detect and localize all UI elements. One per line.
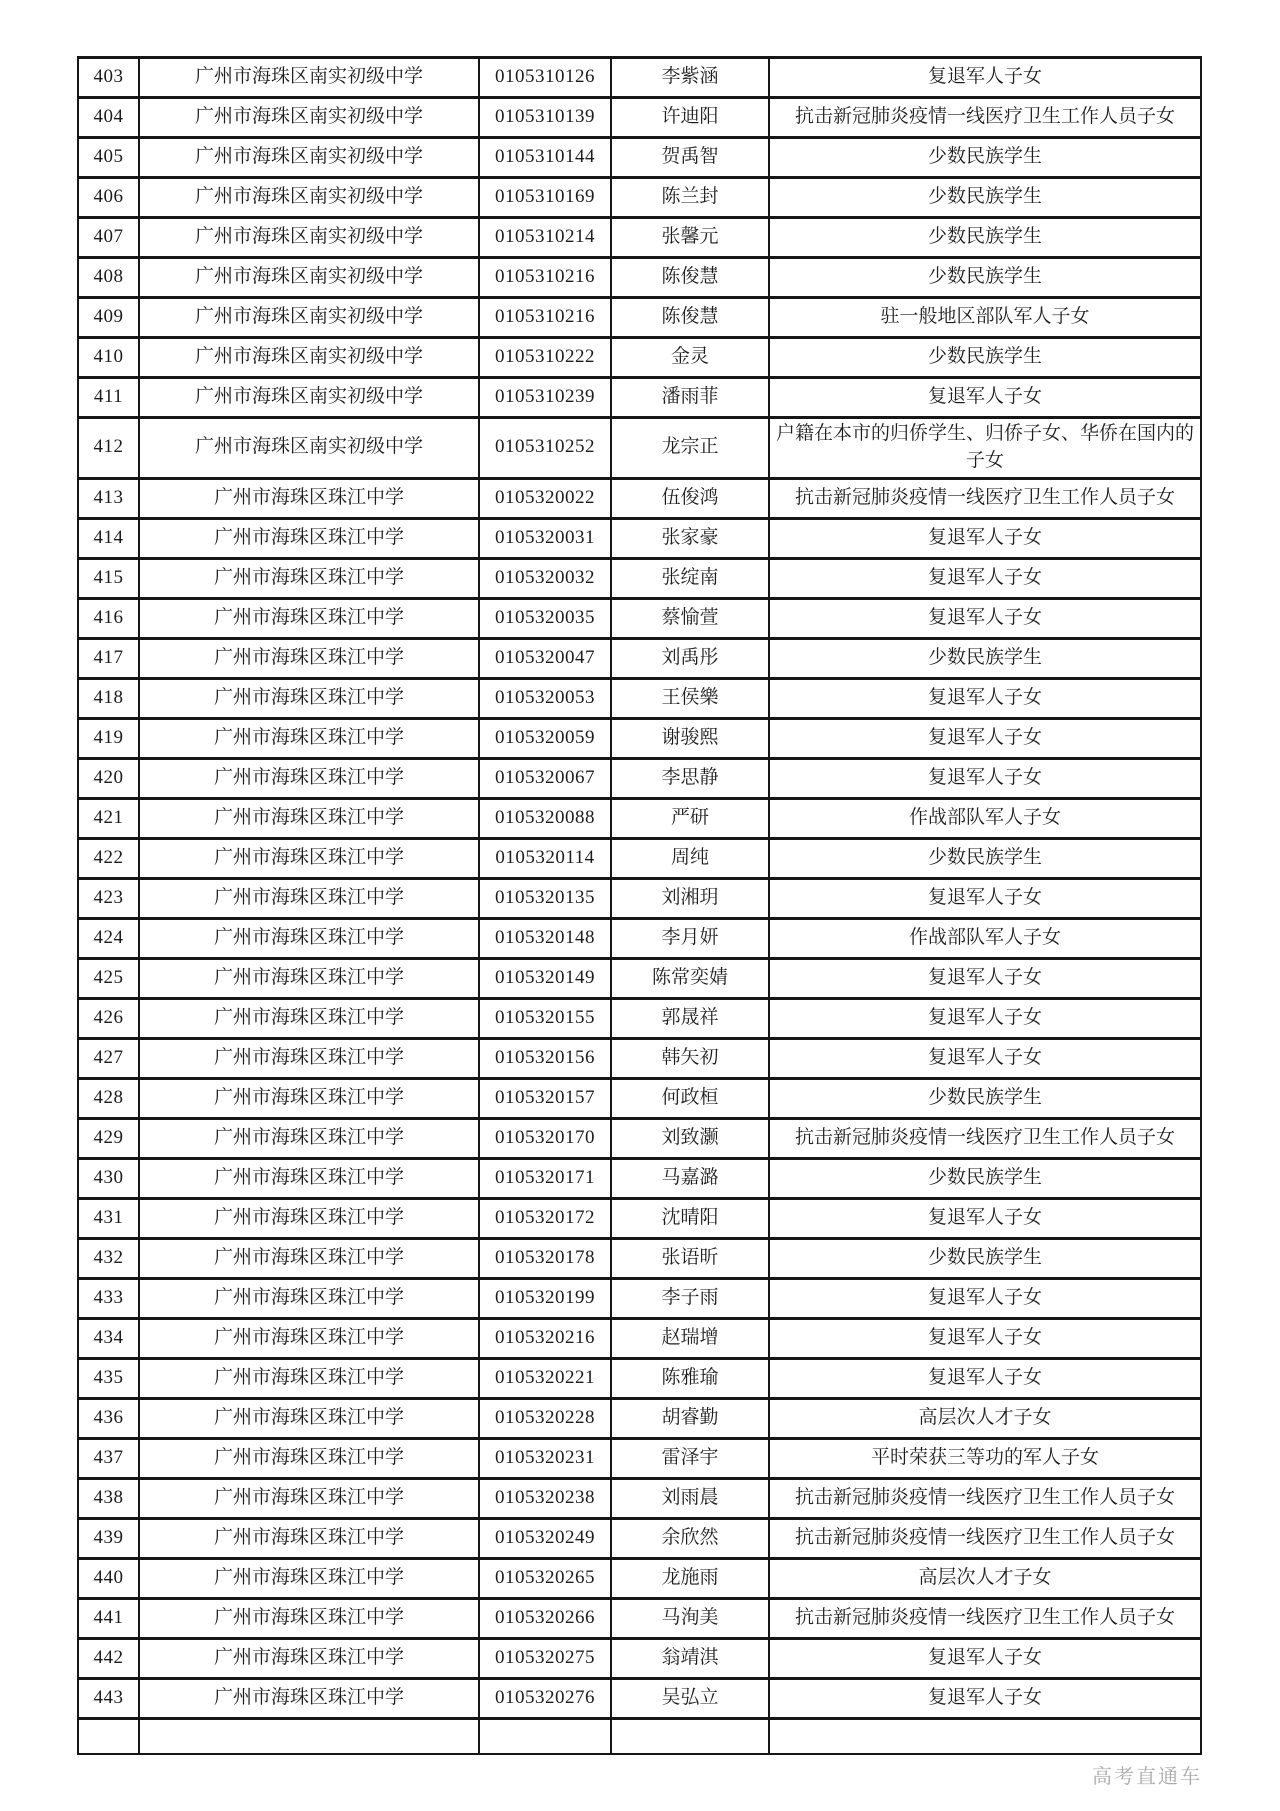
row-number-cell: 421 — [78, 798, 139, 838]
row-number-cell: 403 — [78, 58, 139, 98]
student-name-cell: 翁靖淇 — [611, 1638, 769, 1678]
row-number-cell: 412 — [78, 418, 139, 479]
table-row — [78, 558, 1201, 598]
student-id-cell: 0105320035 — [479, 598, 611, 638]
school-cell: 广州市海珠区珠江中学 — [139, 1398, 479, 1438]
table-row — [78, 1438, 1201, 1478]
row-number-cell: 439 — [78, 1518, 139, 1558]
school-cell: 广州市海珠区南实初级中学 — [139, 338, 479, 378]
table-row — [78, 1598, 1201, 1638]
table-row — [78, 98, 1201, 138]
row-number-cell: 417 — [78, 638, 139, 678]
student-name-cell: 韩矢初 — [611, 1038, 769, 1078]
row-number-cell: 408 — [78, 258, 139, 298]
student-id-cell: 0105310139 — [479, 98, 611, 138]
student-id-cell: 0105320238 — [479, 1478, 611, 1518]
category-cell: 复退军人子女 — [769, 1318, 1201, 1358]
student-id-cell: 0105320059 — [479, 718, 611, 758]
school-cell: 广州市海珠区珠江中学 — [139, 1198, 479, 1238]
student-id-cell: 0105310216 — [479, 298, 611, 338]
student-name-cell: 贺禹智 — [611, 138, 769, 178]
category-cell: 复退军人子女 — [769, 598, 1201, 638]
student-name-cell: 刘湘玥 — [611, 878, 769, 918]
student-id-cell: 0105320135 — [479, 878, 611, 918]
student-name-cell: 陈兰封 — [611, 178, 769, 218]
category-cell: 少数民族学生 — [769, 338, 1201, 378]
category-cell: 少数民族学生 — [769, 1158, 1201, 1198]
student-id-cell: 0105320067 — [479, 758, 611, 798]
category-cell: 复退军人子女 — [769, 518, 1201, 558]
student-name-cell: 严研 — [611, 798, 769, 838]
table-row — [78, 58, 1201, 98]
table-row — [78, 298, 1201, 338]
school-cell: 广州市海珠区珠江中学 — [139, 1598, 479, 1638]
table-row — [78, 258, 1201, 298]
table-row — [78, 1078, 1201, 1118]
school-cell: 广州市海珠区南实初级中学 — [139, 98, 479, 138]
school-cell: 广州市海珠区珠江中学 — [139, 1238, 479, 1278]
table-row — [78, 178, 1201, 218]
student-id-cell: 0105310214 — [479, 218, 611, 258]
row-number-cell: 430 — [78, 1158, 139, 1198]
row-number-cell: 416 — [78, 598, 139, 638]
student-name-cell: 蔡愉萱 — [611, 598, 769, 638]
category-cell: 高层次人才子女 — [769, 1558, 1201, 1598]
table-row — [78, 1358, 1201, 1398]
row-number-cell: 405 — [78, 138, 139, 178]
row-number-cell: 431 — [78, 1198, 139, 1238]
student-list-table — [77, 56, 1202, 1755]
student-id-cell: 0105320276 — [479, 1678, 611, 1718]
category-cell: 复退军人子女 — [769, 718, 1201, 758]
row-number-cell: 434 — [78, 1318, 139, 1358]
student-id-cell: 0105320156 — [479, 1038, 611, 1078]
empty-cell — [769, 1718, 1201, 1754]
table-row — [78, 878, 1201, 918]
table-row — [78, 1118, 1201, 1158]
category-cell: 少数民族学生 — [769, 1238, 1201, 1278]
student-id-cell: 0105320199 — [479, 1278, 611, 1318]
student-name-cell: 陈常奕婧 — [611, 958, 769, 998]
school-cell: 广州市海珠区珠江中学 — [139, 1678, 479, 1718]
student-id-cell: 0105320088 — [479, 798, 611, 838]
table-row — [78, 1238, 1201, 1278]
table-row — [78, 638, 1201, 678]
student-id-cell: 0105320047 — [479, 638, 611, 678]
student-id-cell: 0105320265 — [479, 1558, 611, 1598]
student-id-cell: 0105310126 — [479, 58, 611, 98]
student-id-cell: 0105320231 — [479, 1438, 611, 1478]
row-number-cell: 414 — [78, 518, 139, 558]
category-cell: 复退军人子女 — [769, 878, 1201, 918]
school-cell: 广州市海珠区珠江中学 — [139, 878, 479, 918]
school-cell: 广州市海珠区珠江中学 — [139, 1558, 479, 1598]
row-number-cell: 426 — [78, 998, 139, 1038]
school-cell: 广州市海珠区南实初级中学 — [139, 418, 479, 479]
row-number-cell: 432 — [78, 1238, 139, 1278]
category-cell: 复退军人子女 — [769, 378, 1201, 418]
category-cell: 复退军人子女 — [769, 958, 1201, 998]
school-cell: 广州市海珠区珠江中学 — [139, 1518, 479, 1558]
category-cell: 复退军人子女 — [769, 1678, 1201, 1718]
student-name-cell: 许迪阳 — [611, 98, 769, 138]
student-name-cell: 马嘉潞 — [611, 1158, 769, 1198]
table-row — [78, 798, 1201, 838]
row-number-cell: 406 — [78, 178, 139, 218]
row-number-cell: 419 — [78, 718, 139, 758]
student-name-cell: 金灵 — [611, 338, 769, 378]
category-cell: 复退军人子女 — [769, 1198, 1201, 1238]
row-number-cell: 422 — [78, 838, 139, 878]
school-cell: 广州市海珠区珠江中学 — [139, 598, 479, 638]
student-name-cell: 胡睿勤 — [611, 1398, 769, 1438]
category-cell: 复退军人子女 — [769, 998, 1201, 1038]
row-number-cell: 436 — [78, 1398, 139, 1438]
table-row — [78, 1318, 1201, 1358]
student-name-cell: 郭晟祥 — [611, 998, 769, 1038]
student-name-cell: 刘禹彤 — [611, 638, 769, 678]
table-row-partial — [78, 1718, 1201, 1754]
category-cell: 复退军人子女 — [769, 758, 1201, 798]
student-id-cell: 0105310144 — [479, 138, 611, 178]
student-name-cell: 伍俊鸿 — [611, 478, 769, 518]
school-cell: 广州市海珠区珠江中学 — [139, 638, 479, 678]
school-cell: 广州市海珠区南实初级中学 — [139, 378, 479, 418]
table-row — [78, 1198, 1201, 1238]
category-cell: 抗击新冠肺炎疫情一线医疗卫生工作人员子女 — [769, 1518, 1201, 1558]
row-number-cell: 435 — [78, 1358, 139, 1398]
student-name-cell: 陈雅瑜 — [611, 1358, 769, 1398]
student-name-cell: 龙施雨 — [611, 1558, 769, 1598]
student-name-cell: 陈俊慧 — [611, 258, 769, 298]
school-cell: 广州市海珠区珠江中学 — [139, 838, 479, 878]
student-name-cell: 刘雨晨 — [611, 1478, 769, 1518]
category-cell: 少数民族学生 — [769, 258, 1201, 298]
table-row — [78, 678, 1201, 718]
student-id-cell: 0105320170 — [479, 1118, 611, 1158]
category-cell: 少数民族学生 — [769, 838, 1201, 878]
table-row — [78, 1558, 1201, 1598]
student-name-cell: 李思静 — [611, 758, 769, 798]
category-cell: 复退军人子女 — [769, 558, 1201, 598]
student-id-cell: 0105320228 — [479, 1398, 611, 1438]
table-row — [78, 1518, 1201, 1558]
student-id-cell: 0105320157 — [479, 1078, 611, 1118]
row-number-cell: 437 — [78, 1438, 139, 1478]
school-cell: 广州市海珠区珠江中学 — [139, 1278, 479, 1318]
student-name-cell: 赵瑞增 — [611, 1318, 769, 1358]
student-name-cell: 余欣然 — [611, 1518, 769, 1558]
table-row — [78, 918, 1201, 958]
school-cell: 广州市海珠区珠江中学 — [139, 1358, 479, 1398]
student-name-cell: 何政桓 — [611, 1078, 769, 1118]
student-name-cell: 张家豪 — [611, 518, 769, 558]
school-cell: 广州市海珠区珠江中学 — [139, 718, 479, 758]
table-row — [78, 958, 1201, 998]
school-cell: 广州市海珠区珠江中学 — [139, 478, 479, 518]
school-cell: 广州市海珠区珠江中学 — [139, 798, 479, 838]
table-row — [78, 218, 1201, 258]
student-name-cell: 张语昕 — [611, 1238, 769, 1278]
school-cell: 广州市海珠区珠江中学 — [139, 558, 479, 598]
category-cell: 抗击新冠肺炎疫情一线医疗卫生工作人员子女 — [769, 478, 1201, 518]
row-number-cell: 407 — [78, 218, 139, 258]
student-id-cell: 0105310216 — [479, 258, 611, 298]
student-id-cell: 0105320275 — [479, 1638, 611, 1678]
row-number-cell: 428 — [78, 1078, 139, 1118]
school-cell: 广州市海珠区珠江中学 — [139, 518, 479, 558]
empty-cell — [611, 1718, 769, 1754]
school-cell: 广州市海珠区珠江中学 — [139, 958, 479, 998]
student-name-cell: 张馨元 — [611, 218, 769, 258]
student-id-cell: 0105320266 — [479, 1598, 611, 1638]
school-cell: 广州市海珠区珠江中学 — [139, 918, 479, 958]
table-row — [78, 138, 1201, 178]
school-cell: 广州市海珠区珠江中学 — [139, 758, 479, 798]
category-cell: 抗击新冠肺炎疫情一线医疗卫生工作人员子女 — [769, 98, 1201, 138]
student-name-cell: 谢骏熙 — [611, 718, 769, 758]
table-row — [78, 1638, 1201, 1678]
row-number-cell: 443 — [78, 1678, 139, 1718]
table-row — [78, 1678, 1201, 1718]
category-cell: 高层次人才子女 — [769, 1398, 1201, 1438]
student-name-cell: 李月妍 — [611, 918, 769, 958]
category-cell: 驻一般地区部队军人子女 — [769, 298, 1201, 338]
student-id-cell: 0105320032 — [479, 558, 611, 598]
row-number-cell: 411 — [78, 378, 139, 418]
table-row — [78, 758, 1201, 798]
table-row — [78, 1398, 1201, 1438]
empty-cell — [78, 1718, 139, 1754]
student-name-cell: 张绽南 — [611, 558, 769, 598]
table-row — [78, 718, 1201, 758]
category-cell: 复退军人子女 — [769, 1278, 1201, 1318]
category-cell: 少数民族学生 — [769, 138, 1201, 178]
student-id-cell: 0105320053 — [479, 678, 611, 718]
table-row — [78, 838, 1201, 878]
watermark: 高考直通车 — [1092, 1766, 1202, 1788]
school-cell: 广州市海珠区珠江中学 — [139, 998, 479, 1038]
student-id-cell: 0105320148 — [479, 918, 611, 958]
row-number-cell: 418 — [78, 678, 139, 718]
student-id-cell: 0105310252 — [479, 418, 611, 479]
table-row — [78, 418, 1201, 479]
student-id-cell: 0105320221 — [479, 1358, 611, 1398]
row-number-cell: 415 — [78, 558, 139, 598]
category-cell: 少数民族学生 — [769, 1078, 1201, 1118]
student-id-cell: 0105320031 — [479, 518, 611, 558]
student-name-cell: 潘雨菲 — [611, 378, 769, 418]
category-cell: 复退军人子女 — [769, 1638, 1201, 1678]
table-row — [78, 1038, 1201, 1078]
table-row — [78, 1158, 1201, 1198]
student-id-cell: 0105320249 — [479, 1518, 611, 1558]
school-cell: 广州市海珠区珠江中学 — [139, 678, 479, 718]
school-cell: 广州市海珠区珠江中学 — [139, 1318, 479, 1358]
school-cell: 广州市海珠区南实初级中学 — [139, 298, 479, 338]
row-number-cell: 423 — [78, 878, 139, 918]
school-cell: 广州市海珠区珠江中学 — [139, 1638, 479, 1678]
table-row — [78, 338, 1201, 378]
table-row — [78, 598, 1201, 638]
empty-cell — [139, 1718, 479, 1754]
row-number-cell: 424 — [78, 918, 139, 958]
category-cell: 抗击新冠肺炎疫情一线医疗卫生工作人员子女 — [769, 1598, 1201, 1638]
empty-cell — [479, 1718, 611, 1754]
student-id-cell: 0105320114 — [479, 838, 611, 878]
student-id-cell: 0105320171 — [479, 1158, 611, 1198]
row-number-cell: 440 — [78, 1558, 139, 1598]
table-row — [78, 478, 1201, 518]
student-name-cell: 龙宗正 — [611, 418, 769, 479]
row-number-cell: 441 — [78, 1598, 139, 1638]
table-row — [78, 1278, 1201, 1318]
category-cell: 复退军人子女 — [769, 1038, 1201, 1078]
table-row — [78, 1478, 1201, 1518]
school-cell: 广州市海珠区南实初级中学 — [139, 258, 479, 298]
student-name-cell: 周纯 — [611, 838, 769, 878]
category-cell: 作战部队军人子女 — [769, 798, 1201, 838]
school-cell: 广州市海珠区南实初级中学 — [139, 178, 479, 218]
school-cell: 广州市海珠区南实初级中学 — [139, 138, 479, 178]
student-id-cell: 0105320155 — [479, 998, 611, 1038]
category-cell: 作战部队军人子女 — [769, 918, 1201, 958]
row-number-cell: 425 — [78, 958, 139, 998]
school-cell: 广州市海珠区南实初级中学 — [139, 218, 479, 258]
school-cell: 广州市海珠区南实初级中学 — [139, 58, 479, 98]
category-cell: 抗击新冠肺炎疫情一线医疗卫生工作人员子女 — [769, 1478, 1201, 1518]
table-row — [78, 378, 1201, 418]
student-id-cell: 0105320216 — [479, 1318, 611, 1358]
table-row — [78, 518, 1201, 558]
table-row — [78, 998, 1201, 1038]
student-id-cell: 0105310169 — [479, 178, 611, 218]
category-cell: 复退军人子女 — [769, 58, 1201, 98]
school-cell: 广州市海珠区珠江中学 — [139, 1438, 479, 1478]
category-cell: 复退军人子女 — [769, 1358, 1201, 1398]
student-id-cell: 0105320149 — [479, 958, 611, 998]
school-cell: 广州市海珠区珠江中学 — [139, 1118, 479, 1158]
school-cell: 广州市海珠区珠江中学 — [139, 1038, 479, 1078]
student-name-cell: 王侯樂 — [611, 678, 769, 718]
category-cell: 平时荣获三等功的军人子女 — [769, 1438, 1201, 1478]
student-id-cell: 0105320172 — [479, 1198, 611, 1238]
student-name-cell: 吴弘立 — [611, 1678, 769, 1718]
student-name-cell: 马洵美 — [611, 1598, 769, 1638]
student-name-cell: 李子雨 — [611, 1278, 769, 1318]
student-id-cell: 0105310239 — [479, 378, 611, 418]
row-number-cell: 409 — [78, 298, 139, 338]
category-cell: 户籍在本市的归侨学生、归侨子女、华侨在国内的子女 — [769, 418, 1201, 479]
row-number-cell: 427 — [78, 1038, 139, 1078]
category-cell: 少数民族学生 — [769, 638, 1201, 678]
category-cell: 少数民族学生 — [769, 218, 1201, 258]
row-number-cell: 413 — [78, 478, 139, 518]
student-name-cell: 沈晴阳 — [611, 1198, 769, 1238]
student-id-cell: 0105320022 — [479, 478, 611, 518]
row-number-cell: 442 — [78, 1638, 139, 1678]
student-name-cell: 陈俊慧 — [611, 298, 769, 338]
row-number-cell: 433 — [78, 1278, 139, 1318]
school-cell: 广州市海珠区珠江中学 — [139, 1158, 479, 1198]
student-name-cell: 雷泽宇 — [611, 1438, 769, 1478]
table-container — [77, 56, 1204, 1755]
category-cell: 复退军人子女 — [769, 678, 1201, 718]
row-number-cell: 404 — [78, 98, 139, 138]
student-name-cell: 李紫涵 — [611, 58, 769, 98]
category-cell: 抗击新冠肺炎疫情一线医疗卫生工作人员子女 — [769, 1118, 1201, 1158]
school-cell: 广州市海珠区珠江中学 — [139, 1478, 479, 1518]
row-number-cell: 410 — [78, 338, 139, 378]
school-cell: 广州市海珠区珠江中学 — [139, 1078, 479, 1118]
row-number-cell: 429 — [78, 1118, 139, 1158]
category-cell: 少数民族学生 — [769, 178, 1201, 218]
student-id-cell: 0105320178 — [479, 1238, 611, 1278]
row-number-cell: 420 — [78, 758, 139, 798]
student-name-cell: 刘致灏 — [611, 1118, 769, 1158]
row-number-cell: 438 — [78, 1478, 139, 1518]
student-id-cell: 0105310222 — [479, 338, 611, 378]
